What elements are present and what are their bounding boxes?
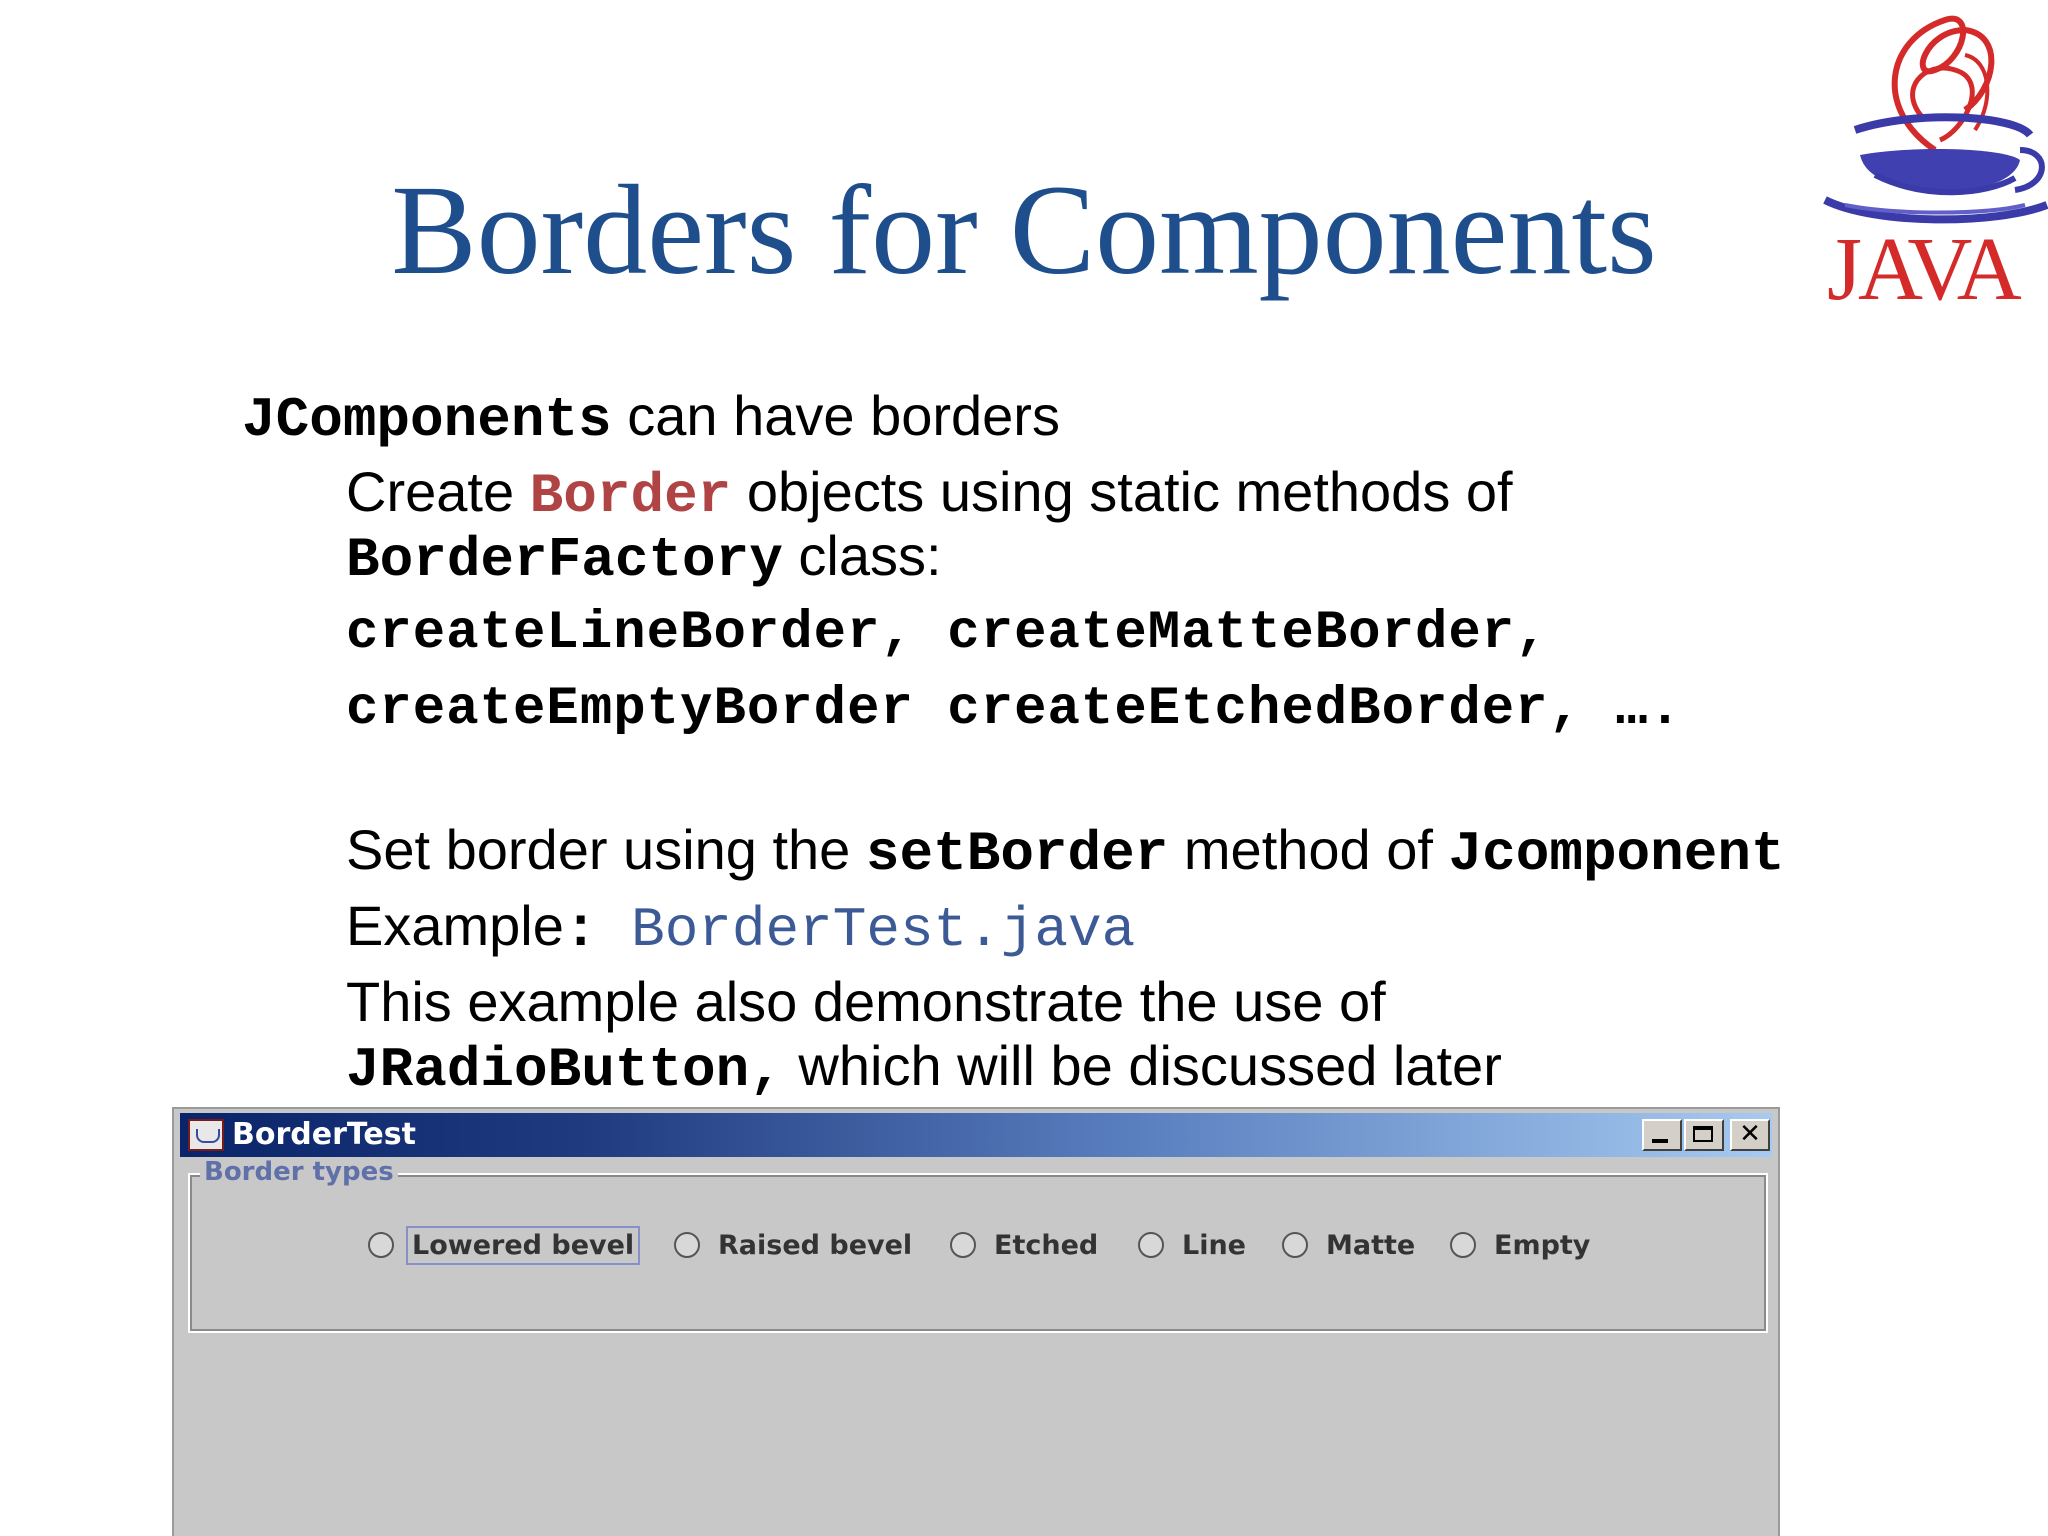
radio-label: Etched — [994, 1229, 1099, 1261]
maximize-icon — [1693, 1126, 1713, 1142]
group-label: Border types — [200, 1157, 398, 1187]
code-setborder: setBorder — [865, 822, 1169, 886]
code-jcomponents: JComponents — [242, 388, 612, 452]
example-colon: : — [563, 898, 632, 962]
code-borderfactory: BorderFactory — [346, 528, 783, 592]
java-app-icon[interactable] — [188, 1119, 224, 1151]
line-demonstrate: This example also demonstrate the use of — [346, 970, 1386, 1033]
radio-etched[interactable] — [950, 1225, 1102, 1265]
text-example: Example — [346, 894, 564, 957]
text-objects-static: objects using static methods of — [731, 460, 1513, 523]
radio-label: Empty — [1494, 1229, 1591, 1261]
line-setborder — [346, 818, 1785, 886]
line-example — [346, 894, 1135, 962]
radio-circle[interactable] — [1450, 1232, 1476, 1258]
radio-label: Line — [1182, 1229, 1246, 1261]
radio-line[interactable] — [1138, 1225, 1250, 1265]
maximize-button[interactable] — [1684, 1119, 1724, 1151]
radio-lowered-bevel[interactable] — [368, 1225, 638, 1265]
minimize-icon — [1652, 1139, 1668, 1143]
radio-circle[interactable] — [674, 1232, 700, 1258]
radio-empty[interactable] — [1450, 1225, 1594, 1265]
java-logo — [1815, 0, 2048, 330]
window-title: BorderTest — [232, 1117, 416, 1152]
text-create: Create — [346, 460, 530, 523]
code-border: Border — [529, 464, 732, 528]
link-bordertest-java[interactable]: BorderTest.java — [631, 898, 1136, 962]
radio-label: Lowered bevel — [408, 1228, 638, 1263]
radio-circle[interactable] — [368, 1232, 394, 1258]
radio-circle[interactable] — [1282, 1232, 1308, 1258]
code-jradiobutton: JRadioButton, — [346, 1038, 783, 1102]
bordertest-window — [172, 1107, 1780, 1536]
window-titlebar[interactable] — [180, 1113, 1772, 1157]
text-can-have-borders: can have borders — [611, 384, 1060, 447]
line-borderfactory — [346, 524, 942, 592]
radio-matte[interactable] — [1282, 1225, 1419, 1265]
border-types-group — [188, 1157, 1768, 1333]
text-set-border-using: Set border using the — [346, 818, 866, 881]
radio-label: Matte — [1326, 1229, 1416, 1261]
radio-label: Raised bevel — [718, 1229, 913, 1261]
slide-title: Borders for Components — [391, 159, 1657, 301]
text-discussed-later: which will be discussed later — [782, 1034, 1502, 1097]
close-button[interactable]: ✕ — [1730, 1119, 1770, 1151]
radio-raised-bevel[interactable] — [674, 1225, 916, 1265]
minimize-button[interactable] — [1642, 1119, 1682, 1151]
java-logo-text: JAVA — [1827, 220, 2018, 319]
line-jradiobutton — [346, 1034, 1502, 1102]
radio-circle[interactable] — [1138, 1232, 1164, 1258]
line-create-border — [346, 460, 1513, 528]
radio-circle[interactable] — [950, 1232, 976, 1258]
code-jcomponent: Jcomponent — [1448, 822, 1785, 886]
bullet-jcomponents — [242, 384, 1060, 452]
line-methods-2: createEmptyBorder createEtchedBorder, …. — [346, 679, 1683, 740]
text-method-of: method of — [1168, 818, 1449, 881]
text-class: class: — [782, 524, 942, 587]
line-methods-1: createLineBorder, createMatteBorder, — [346, 603, 1549, 664]
